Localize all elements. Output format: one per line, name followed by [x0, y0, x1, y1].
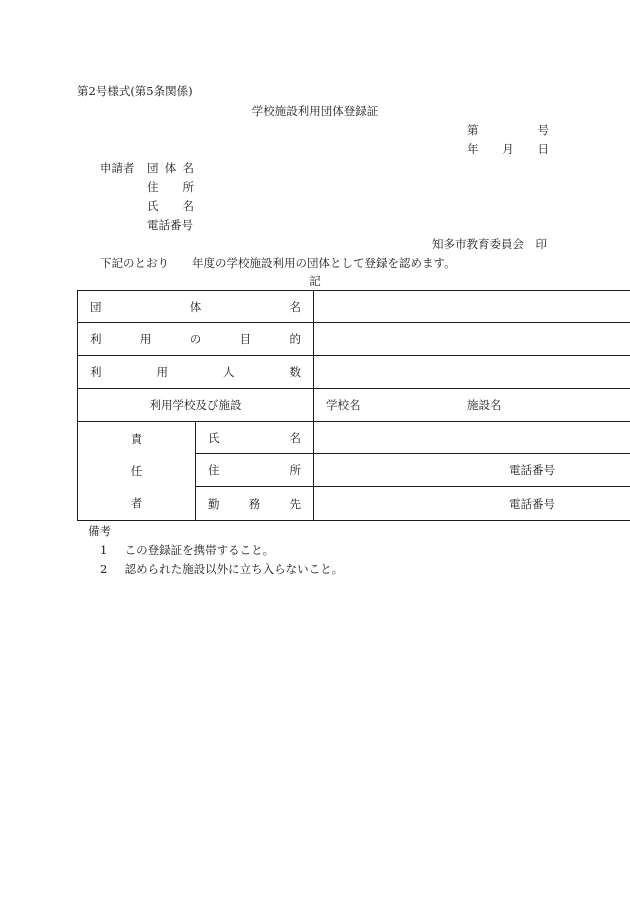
date-day: 日	[537, 142, 549, 156]
resp-name-label: 氏 名	[196, 422, 314, 454]
resp-address-phone-label: 電話番号	[509, 463, 556, 477]
resp-work-label: 勤 務 先	[196, 487, 314, 521]
resp-name-value	[314, 422, 630, 454]
ki-heading: 記	[309, 274, 321, 288]
responsible-person-label: 責 任 者	[78, 422, 196, 521]
resp-work-phone-label: 電話番号	[509, 496, 556, 511]
document-title: 学校施設利用団体登録証	[251, 104, 379, 118]
applicant-label: 申請者	[100, 161, 135, 175]
facility-label: 利用学校及び施設	[78, 389, 314, 422]
date-line	[467, 142, 549, 156]
number-suffix: 号	[537, 123, 549, 137]
notes-heading: 備考	[88, 524, 111, 538]
facility-value	[314, 389, 630, 422]
note-text: この登録証を携帯すること。	[124, 543, 275, 557]
note-item	[100, 543, 274, 557]
number-prefix: 第	[467, 123, 479, 137]
resp-address-label: 住 所	[196, 454, 314, 487]
form-number: 第2号様式(第5条関係)	[77, 84, 193, 98]
applicant-name-label: 氏 名	[147, 199, 194, 213]
row-resp-name	[78, 422, 630, 454]
applicant-address-label: 住 所	[147, 180, 194, 194]
row-count	[78, 356, 630, 389]
row-facility	[78, 389, 630, 422]
resp-work-value	[314, 487, 630, 521]
applicant-group-name-label: 団 体 名	[147, 161, 194, 175]
group-name-label: 団 体 名	[78, 291, 314, 323]
note-item	[100, 562, 343, 576]
purpose-label: 利 用 の 目 的	[78, 323, 314, 356]
note-number: 1	[100, 543, 108, 557]
note-text: 認められた施設以外に立ち入らないこと。	[124, 562, 344, 576]
row-group-name	[78, 291, 630, 323]
facility-name-label: 施設名	[467, 398, 502, 412]
statement: 下記のとおり 年度の学校施設利用の団体として登録を認めます。	[100, 256, 456, 270]
resp-address-value	[314, 454, 630, 487]
applicant-phone-label: 電話番号	[147, 218, 193, 232]
note-number: 2	[100, 562, 108, 576]
number-line	[467, 123, 549, 137]
school-name-label: 学校名	[326, 398, 361, 412]
registration-table	[77, 290, 630, 521]
count-label: 利 用 人 数	[78, 356, 314, 389]
count-value	[314, 356, 630, 389]
purpose-value	[314, 323, 630, 356]
issuer: 知多市教育委員会 印	[432, 237, 547, 251]
date-year: 年	[467, 142, 479, 156]
group-name-value	[314, 291, 630, 323]
row-purpose	[78, 323, 630, 356]
date-month: 月	[502, 142, 514, 156]
